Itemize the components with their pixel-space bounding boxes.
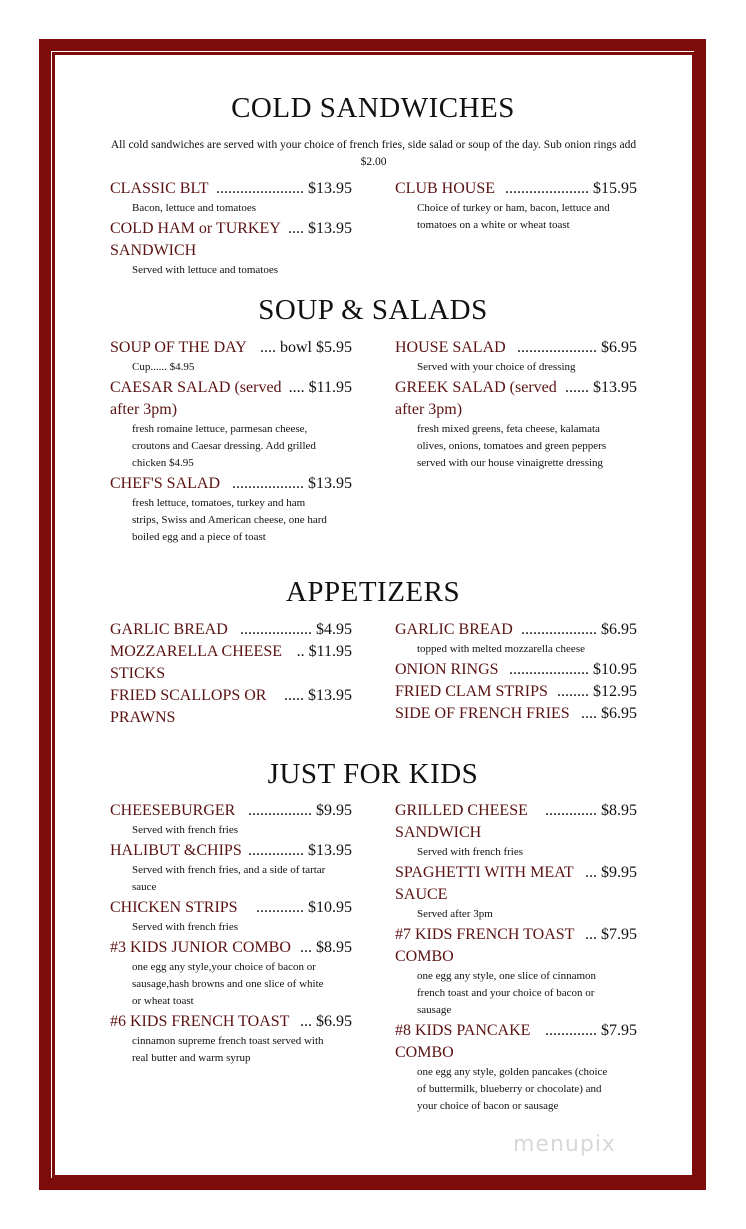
- item-title-line: [395, 178, 637, 200]
- item-name: GARLIC BREAD: [110, 621, 228, 638]
- item-name-continued: SANDWICH: [110, 242, 197, 259]
- item-name: HALIBUT &CHIPS: [110, 842, 242, 859]
- menu-item: [110, 1011, 352, 1067]
- item-name: CLUB HOUSE: [395, 180, 496, 197]
- item-description: topped with melted mozzarella cheese: [417, 643, 585, 655]
- item-description: one egg any style, golden pancakes (choice of buttermilk, blueberry or chocolate) and your choice of bacon or sausage: [417, 1066, 608, 1112]
- item-price-group: [288, 218, 352, 240]
- dot-leader: ...: [300, 1013, 312, 1030]
- item-name: SPAGHETTI WITH MEAT: [395, 864, 574, 881]
- item-price: $13.95: [308, 687, 352, 704]
- dot-leader: .............: [545, 1022, 597, 1039]
- item-name: GRILLED CHEESE: [395, 802, 528, 819]
- menu-column-left: [110, 619, 352, 729]
- dot-leader: ...................: [521, 621, 597, 638]
- item-price: $13.95: [593, 379, 637, 396]
- item-title-line: [395, 681, 637, 703]
- menu-item: [110, 178, 352, 217]
- menu-item: [110, 840, 352, 896]
- item-name-continued: COMBO: [395, 1044, 454, 1061]
- item-name: FRIED CLAM STRIPS: [395, 683, 548, 700]
- item-description: fresh mixed greens, feta cheese, kalamata olives, onions, tomatoes and green peppers served with our house vinaigrette dressing: [417, 423, 607, 469]
- dot-leader: ...: [300, 939, 312, 956]
- dot-leader: ........: [557, 683, 589, 700]
- item-name: SIDE OF FRENCH FRIES: [395, 705, 570, 722]
- item-price: $13.95: [308, 220, 352, 237]
- item-title-line: [110, 685, 352, 707]
- item-name-continued: after 3pm): [110, 401, 178, 418]
- item-price: $13.95: [308, 475, 352, 492]
- item-price: $13.95: [308, 180, 352, 197]
- menu-item: [110, 897, 352, 936]
- dot-leader: ......................: [216, 180, 304, 197]
- item-price-group: [232, 473, 352, 495]
- item-name: HOUSE SALAD: [395, 339, 506, 356]
- menu-column-right: [395, 619, 637, 725]
- item-title-line: [395, 1020, 637, 1042]
- item-description: Served with your choice of dressing: [417, 361, 576, 373]
- menu-item: [395, 924, 637, 1019]
- menu-column-right: [395, 800, 637, 1116]
- section-heading: APPETIZERS: [285, 576, 461, 608]
- section-heading: SOUP & SALADS: [258, 294, 488, 326]
- section-note: All cold sandwiches are served with your choice of french fries, side salad or soup of the day. Sub onion rings add $2.00: [110, 139, 637, 168]
- item-name: CHEF'S SALAD: [110, 475, 221, 492]
- item-price-group: [216, 178, 352, 200]
- item-name: #6 KIDS FRENCH TOAST: [110, 1013, 290, 1030]
- dot-leader: ..: [296, 643, 305, 660]
- item-price-group: [545, 800, 637, 822]
- item-title-line: [110, 178, 352, 200]
- item-title-line: [395, 337, 637, 359]
- watermark-logo: menupix: [513, 1132, 616, 1157]
- dot-leader: ....................: [509, 661, 589, 678]
- menu-item: [110, 473, 352, 546]
- item-price-group: [509, 659, 637, 681]
- item-price-group: [585, 862, 637, 884]
- section-heading: COLD SANDWICHES: [231, 92, 515, 124]
- item-price-group: [300, 937, 352, 959]
- item-name: MOZZARELLA CHEESE: [110, 643, 282, 660]
- item-description: fresh romaine lettuce, parmesan cheese, croutons and Caesar dressing. Add grilled chicken $4.95: [132, 423, 316, 469]
- menu-item: [110, 685, 352, 729]
- item-name-continued: COMBO: [395, 948, 454, 965]
- item-name: CHICKEN STRIPS: [110, 899, 238, 916]
- dot-leader: ...: [585, 864, 597, 881]
- item-price-group: [284, 685, 352, 707]
- item-title-line: [395, 862, 637, 884]
- menu-item: [395, 659, 637, 681]
- item-name: ONION RINGS: [395, 661, 499, 678]
- item-title-line: [110, 619, 352, 641]
- item-title-line: [395, 377, 637, 399]
- item-description: Bacon, lettuce and tomatoes: [132, 202, 257, 214]
- item-price-group: [297, 641, 352, 663]
- dot-leader: ....: [288, 220, 304, 237]
- item-price: $7.95: [601, 926, 637, 943]
- dot-leader: ....: [288, 379, 305, 396]
- item-price: $9.95: [601, 864, 637, 881]
- item-price: $10.95: [308, 899, 352, 916]
- dot-leader: ................: [248, 802, 312, 819]
- item-name-continued: STICKS: [110, 665, 166, 682]
- item-title-line: [395, 619, 637, 641]
- item-price-group: [248, 840, 352, 862]
- menu-item: [110, 337, 352, 376]
- item-price-group: [256, 897, 352, 919]
- item-name-continued: after 3pm): [395, 401, 463, 418]
- menu-item: [110, 641, 352, 685]
- dot-leader: ....: [581, 705, 597, 722]
- item-price-group: [557, 681, 637, 703]
- item-price: $7.95: [601, 1022, 637, 1039]
- item-title-line: [395, 703, 637, 725]
- menu-item: [395, 337, 637, 376]
- item-description: Served with french fries, and a side of tartar sauce: [132, 864, 326, 893]
- item-price-group: [585, 924, 637, 946]
- item-price-group: [581, 703, 637, 725]
- item-description: Served with french fries: [132, 824, 238, 836]
- menu-column-right: [395, 337, 637, 473]
- dot-leader: .... bowl: [260, 339, 312, 356]
- dot-leader: ...: [585, 926, 597, 943]
- item-description: fresh lettuce, tomatoes, turkey and ham strips, Swiss and American cheese, one hard boiled egg and a piece of toast: [132, 497, 327, 543]
- menu-item: [110, 377, 352, 472]
- item-name-continued: PRAWNS: [110, 709, 176, 726]
- item-price: $4.95: [316, 621, 352, 638]
- item-price: $6.95: [316, 1013, 352, 1030]
- item-price: $6.95: [601, 705, 637, 722]
- menu-item: [395, 703, 637, 725]
- item-title-line: [110, 641, 352, 663]
- item-name: CHEESEBURGER: [110, 802, 236, 819]
- item-name-continued: SAUCE: [395, 886, 448, 903]
- item-title-line: [395, 800, 637, 822]
- dot-leader: ..................: [240, 621, 312, 638]
- item-title-line: [110, 377, 352, 399]
- item-name: SOUP OF THE DAY: [110, 339, 247, 356]
- menu-item: [110, 218, 352, 279]
- item-name: CAESAR SALAD (served: [110, 379, 282, 396]
- dot-leader: ......: [565, 379, 589, 396]
- menu-item: [110, 937, 352, 1010]
- item-description: Served with french fries: [417, 846, 523, 858]
- item-description: one egg any style, one slice of cinnamon french toast and your choice of bacon or sausage: [417, 970, 597, 1016]
- menu-item: [395, 178, 637, 234]
- item-price: $11.95: [308, 379, 352, 396]
- item-name: #3 KIDS JUNIOR COMBO: [110, 939, 291, 956]
- menu-item: [395, 862, 637, 923]
- item-price: $8.95: [316, 939, 352, 956]
- item-title-line: [110, 337, 352, 359]
- item-description: one egg any style,your choice of bacon or sausage,hash browns and one slice of white or wheat toast: [132, 961, 324, 1007]
- menu-item: [110, 800, 352, 839]
- item-price-group: [545, 1020, 637, 1042]
- dot-leader: .....................: [505, 180, 589, 197]
- item-price-group: [300, 1011, 352, 1033]
- menu-item: [395, 800, 637, 861]
- item-title-line: [110, 800, 352, 822]
- item-title-line: [110, 897, 352, 919]
- item-name: GARLIC BREAD: [395, 621, 513, 638]
- menu-column-right: [395, 178, 637, 235]
- item-description: Choice of turkey or ham, bacon, lettuce and tomatoes on a white or wheat toast: [417, 202, 610, 231]
- dot-leader: ..............: [248, 842, 304, 859]
- menu-item: [395, 1020, 637, 1115]
- item-price: $15.95: [593, 180, 637, 197]
- menu-item: [395, 619, 637, 658]
- item-title-line: [110, 937, 352, 959]
- item-price: $13.95: [308, 842, 352, 859]
- item-price: $11.95: [308, 643, 352, 660]
- menu-column-left: [110, 800, 352, 1068]
- item-price-group: [248, 800, 352, 822]
- menu-item: [395, 681, 637, 703]
- item-price-group: [289, 377, 352, 399]
- item-price-group: [505, 178, 637, 200]
- item-description: cinnamon supreme french toast served with real butter and warm syrup: [132, 1035, 324, 1064]
- dot-leader: ............: [256, 899, 304, 916]
- item-description: Served with french fries: [132, 921, 238, 933]
- item-description: Served after 3pm: [417, 908, 493, 920]
- dot-leader: .....: [284, 687, 304, 704]
- item-name: #8 KIDS PANCAKE: [395, 1022, 531, 1039]
- item-title-line: [395, 924, 637, 946]
- item-title-line: [110, 218, 352, 240]
- item-price: $6.95: [601, 621, 637, 638]
- item-price: $12.95: [593, 683, 637, 700]
- item-name: FRIED SCALLOPS OR: [110, 687, 267, 704]
- item-price: $8.95: [601, 802, 637, 819]
- item-price: $9.95: [316, 802, 352, 819]
- item-title-line: [110, 1011, 352, 1033]
- menu-column-left: [110, 178, 352, 280]
- dot-leader: ....................: [517, 339, 597, 356]
- dot-leader: .............: [545, 802, 597, 819]
- item-price-group: [565, 377, 637, 399]
- item-title-line: [110, 473, 352, 495]
- item-name: GREEK SALAD (served: [395, 379, 557, 396]
- item-price: $6.95: [601, 339, 637, 356]
- item-price-group: [240, 619, 352, 641]
- item-price-group: [521, 619, 637, 641]
- item-price-group: [517, 337, 637, 359]
- menu-item: [395, 377, 637, 472]
- dot-leader: ..................: [232, 475, 304, 492]
- item-name: #7 KIDS FRENCH TOAST: [395, 926, 575, 943]
- section-heading: JUST FOR KIDS: [267, 758, 479, 790]
- menu-column-left: [110, 337, 352, 547]
- item-price: $5.95: [316, 339, 352, 356]
- menu-item: [110, 619, 352, 641]
- item-price-group: [260, 337, 352, 359]
- item-name: COLD HAM or TURKEY: [110, 220, 281, 237]
- item-name: CLASSIC BLT: [110, 180, 209, 197]
- item-description: Cup...... $4.95: [132, 361, 195, 373]
- item-price: $10.95: [593, 661, 637, 678]
- item-description: Served with lettuce and tomatoes: [132, 264, 279, 276]
- item-name-continued: SANDWICH: [395, 824, 482, 841]
- item-title-line: [110, 840, 352, 862]
- item-title-line: [395, 659, 637, 681]
